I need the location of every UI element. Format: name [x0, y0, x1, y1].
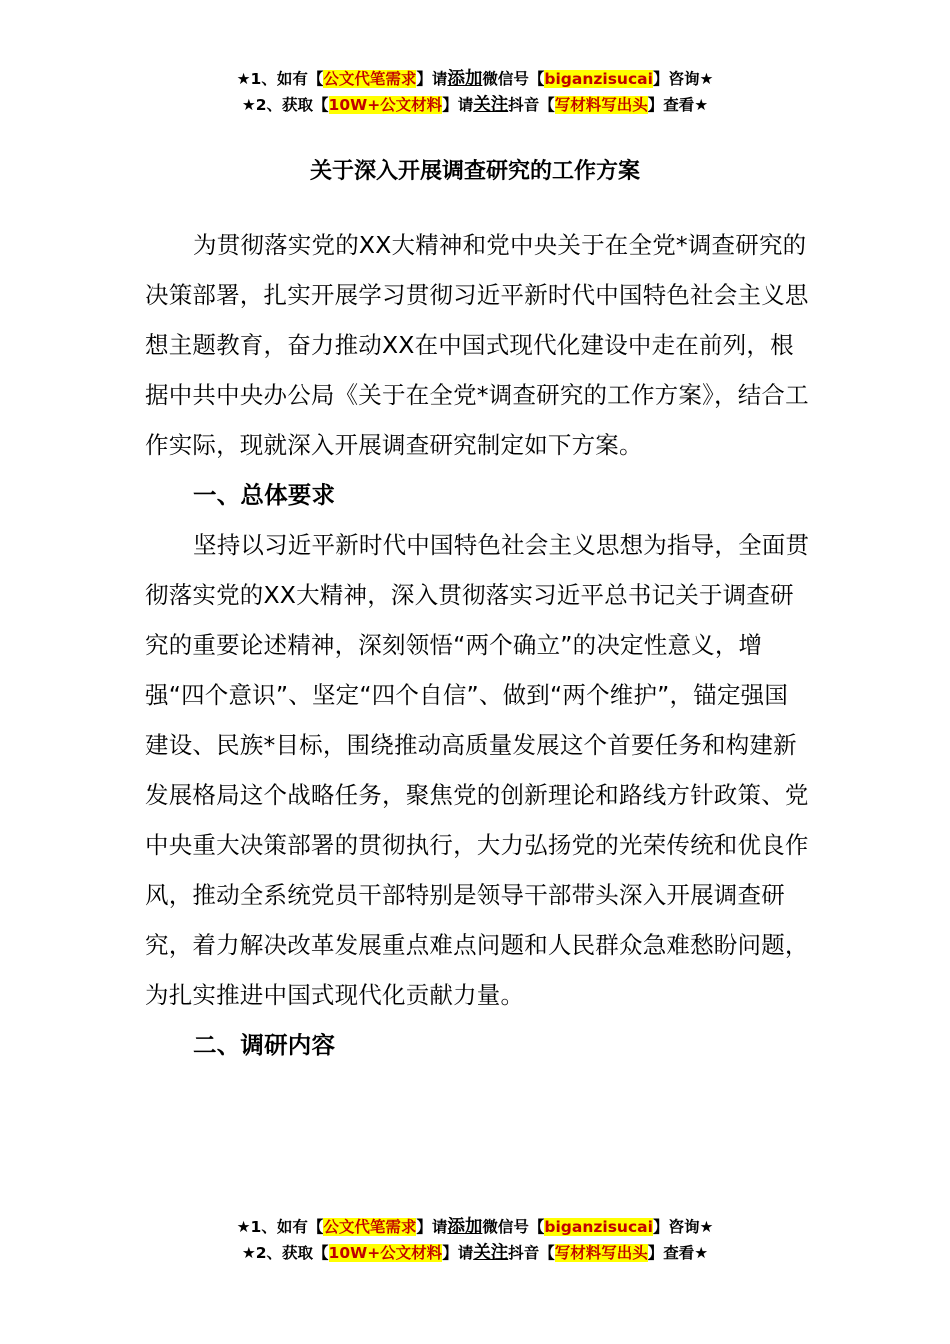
banner-text: ★2、获取【 [241, 96, 329, 114]
underlined-text: 关注 [473, 1243, 509, 1263]
section-heading-1: 一、总体要求 [193, 481, 336, 509]
banner-text: 】请 [442, 96, 474, 114]
intro-paragraph: 为贯彻落实党的XX大精神和党中央关于在全党*调查研究的决策部署，扎实开展学习贯彻习近平新时代中国特色社会主义思想主题教育，奋力推动XX在中国式现代化建设中走在前列，根据中共中央办公局《关于在全党*调查研究的工作方案》，结合工作实际，现就深入开展调查研究制定如下方案。 [145, 231, 809, 459]
banner-bottom [0, 1214, 950, 1266]
banner-text: 】请 [416, 1218, 448, 1236]
banner-text: 抖音【 [508, 96, 555, 114]
banner-line-1 [0, 66, 950, 92]
section-heading-2: 二、调研内容 [193, 1031, 336, 1059]
highlight-text: 公文代笔需求 [323, 70, 417, 88]
banner-text: 】请 [442, 1244, 474, 1262]
banner-text: 】咨询★ [652, 70, 714, 88]
banner-text: 】查看★ [647, 1244, 709, 1262]
banner-text: 微信号【 [482, 1218, 545, 1236]
banner-text: 】咨询★ [652, 1218, 714, 1236]
douyin-account: 写材料写出头 [554, 1244, 648, 1262]
banner-top [0, 66, 950, 118]
wechat-id: biganzisucai [544, 70, 653, 88]
underlined-text: 添加 [447, 69, 483, 89]
banner-line-2 [0, 1240, 950, 1266]
banner-text: 抖音【 [508, 1244, 555, 1262]
banner-text: ★1、如有【 [236, 1218, 324, 1236]
highlight-text: 10W+公文材料 [328, 1244, 443, 1262]
banner-line-2 [0, 92, 950, 118]
document-title: 关于深入开展调查研究的工作方案 [309, 159, 640, 184]
underlined-text: 添加 [447, 1217, 483, 1237]
banner-text: ★2、获取【 [241, 1244, 329, 1262]
document-body [145, 220, 810, 1070]
banner-text: 】请 [416, 70, 448, 88]
banner-text: ★1、如有【 [236, 70, 324, 88]
highlight-text: 10W+公文材料 [328, 96, 443, 114]
wechat-id: biganzisucai [544, 1218, 653, 1236]
underlined-text: 关注 [473, 95, 509, 115]
banner-text: 微信号【 [482, 70, 545, 88]
douyin-account: 写材料写出头 [554, 96, 648, 114]
banner-line-1 [0, 1214, 950, 1240]
banner-text: 】查看★ [647, 96, 709, 114]
section-paragraph-1: 坚持以习近平新时代中国特色社会主义思想为指导，全面贯彻落实党的XX大精神，深入贯彻落实习近平总书记关于调查研究的重要论述精神，深刻领悟“两个确立”的决定性意义，增强“四个意识”、坚定“四个自信”、做到“两个维护”，锚定强国建设、民族*目标，围绕推动高质量发展这个首要任务和构建新发展格局这个战略任务，聚焦党的创新理论和路线方针政策、党中央重大决策部署的贯彻执行，大力弘扬党的光荣传统和优良作风，推动全系统党员干部特别是领导干部带头深入开展调查研究，着力解决改革发展重点难点问题和人民群众急难愁盼问题，为扎实推进中国式现代化贡献力量。 [145, 531, 810, 1009]
highlight-text: 公文代笔需求 [323, 1218, 417, 1236]
